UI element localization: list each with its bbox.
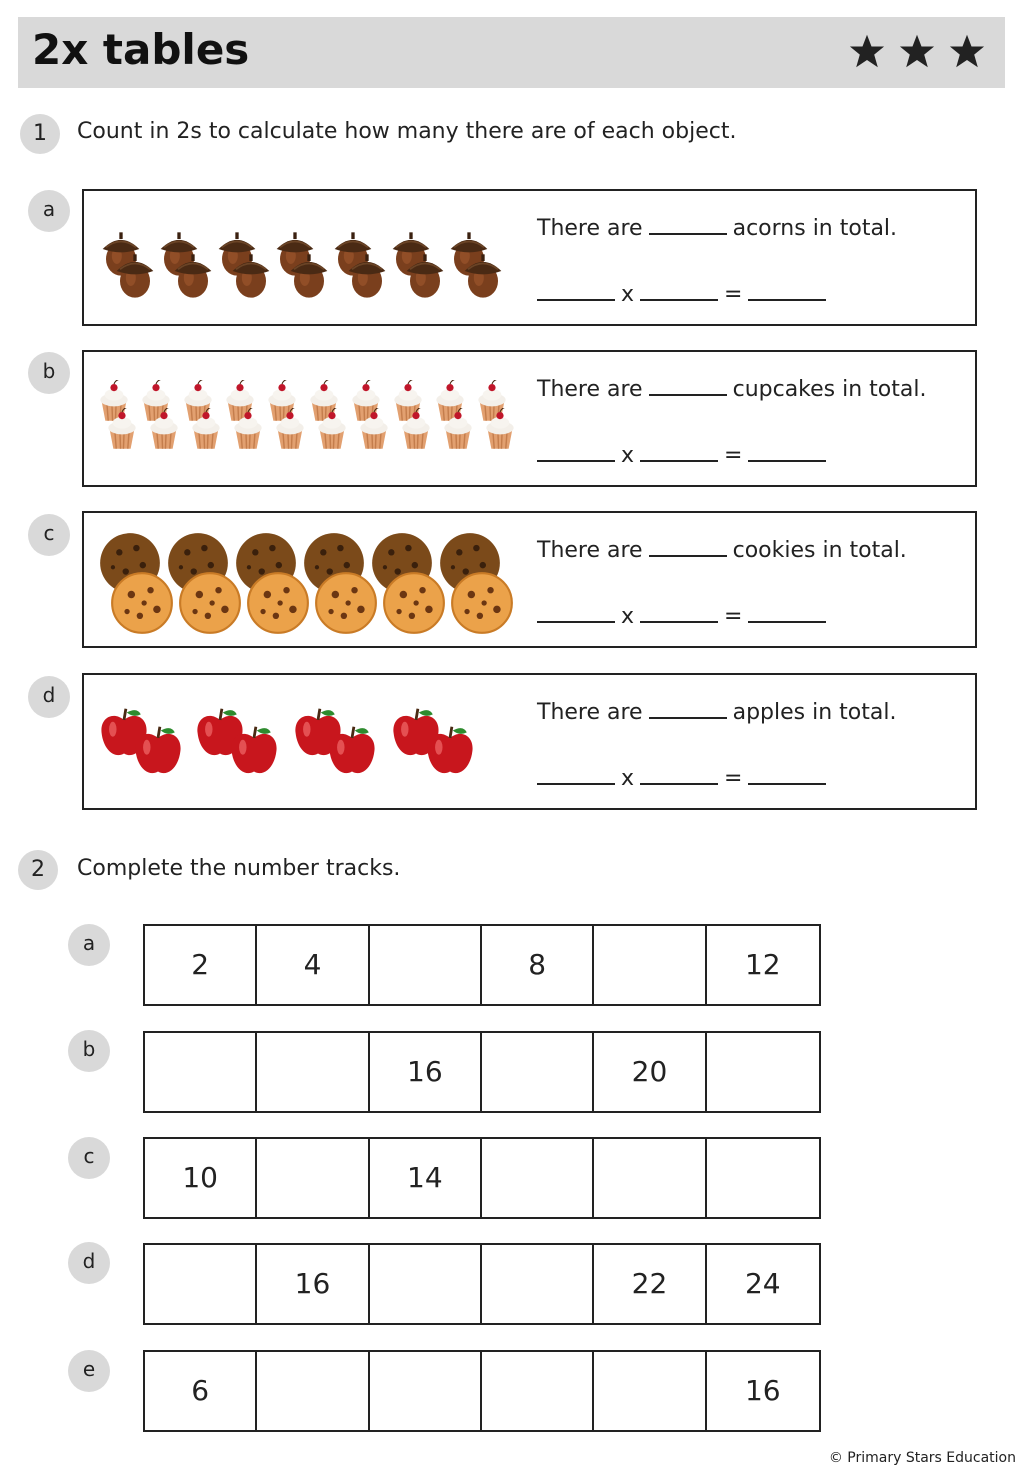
track-cell-empty[interactable]	[370, 1245, 482, 1323]
sentence-suffix: apples in total.	[732, 700, 897, 725]
track-cell: 16	[257, 1245, 369, 1323]
track-cell: 8	[482, 926, 594, 1004]
cookie-group	[96, 531, 526, 631]
number-track	[143, 1137, 821, 1219]
question-number: 1	[20, 114, 60, 154]
page-title: 2x tables	[32, 25, 250, 74]
track-cell-empty[interactable]	[145, 1033, 257, 1111]
track-cell-empty[interactable]	[482, 1033, 594, 1111]
track-cell-empty[interactable]	[257, 1352, 369, 1430]
track-cell-empty[interactable]	[482, 1352, 594, 1430]
track-cell: 22	[594, 1245, 706, 1323]
equals-sign: =	[724, 604, 743, 629]
counting-panel	[82, 350, 977, 487]
part-label: a	[28, 190, 70, 232]
multiplication-sentence	[537, 763, 832, 791]
track-cell: 12	[744, 948, 781, 981]
track-cell-empty[interactable]	[370, 926, 482, 1004]
answer-blank[interactable]	[748, 763, 826, 785]
answer-blank[interactable]	[649, 535, 727, 557]
question-prompt: Complete the number tracks.	[77, 856, 401, 881]
part-label: b	[28, 352, 70, 394]
track-cell: 4	[257, 926, 369, 1004]
answer-blank[interactable]	[537, 279, 615, 301]
part-label: b	[68, 1030, 110, 1072]
part-label: c	[28, 514, 70, 556]
star-icon	[899, 33, 935, 69]
apple-group	[96, 693, 526, 793]
sentence-prefix: There are	[537, 377, 643, 402]
answer-blank[interactable]	[640, 763, 718, 785]
track-cell-empty[interactable]	[257, 1033, 369, 1111]
answer-blank[interactable]	[640, 601, 718, 623]
sentence-suffix: acorns in total.	[732, 216, 898, 241]
track-cell: 14	[370, 1139, 482, 1217]
answer-blank[interactable]	[649, 374, 727, 396]
answer-blank[interactable]	[748, 440, 826, 462]
track-cell: 2	[145, 926, 257, 1004]
part-label: a	[68, 924, 110, 966]
number-track	[143, 1031, 821, 1113]
star-icon	[849, 33, 885, 69]
part-label: d	[28, 676, 70, 718]
track-cell-empty[interactable]	[482, 1245, 594, 1323]
page-header	[18, 17, 1005, 88]
sentence-prefix: There are	[537, 700, 643, 725]
counting-panel	[82, 511, 977, 648]
track-cell-empty[interactable]	[482, 1139, 594, 1217]
times-sign: x	[621, 282, 635, 307]
sentence-suffix: cupcakes in total.	[732, 377, 927, 402]
times-sign: x	[621, 443, 635, 468]
cupcake-group	[96, 370, 526, 470]
track-cell: 16	[370, 1033, 482, 1111]
cupcake-icon	[96, 370, 526, 470]
track-cell: 10	[145, 1139, 257, 1217]
times-sign: x	[621, 604, 635, 629]
question-prompt: Count in 2s to calculate how many there are of each object.	[77, 119, 737, 144]
apple-icon	[96, 693, 526, 793]
total-sentence	[537, 213, 897, 241]
track-cell-empty[interactable]	[145, 1245, 257, 1323]
acorn-icon	[96, 209, 526, 309]
track-cell-empty[interactable]	[594, 1352, 706, 1430]
equals-sign: =	[724, 282, 743, 307]
answer-blank[interactable]	[748, 279, 826, 301]
question-number: 2	[18, 850, 58, 890]
track-cell: 24	[744, 1267, 781, 1300]
star-icon	[949, 33, 985, 69]
total-sentence	[537, 535, 907, 563]
answer-blank[interactable]	[640, 440, 718, 462]
multiplication-sentence	[537, 440, 832, 468]
equals-sign: =	[724, 766, 743, 791]
answer-blank[interactable]	[640, 279, 718, 301]
track-cell-empty[interactable]	[257, 1139, 369, 1217]
answer-blank[interactable]	[537, 440, 615, 462]
sentence-suffix: cookies in total.	[732, 538, 907, 563]
number-track	[143, 1350, 821, 1432]
equals-sign: =	[724, 443, 743, 468]
sentence-prefix: There are	[537, 216, 643, 241]
part-label: c	[68, 1137, 110, 1179]
track-cell: 16	[744, 1374, 781, 1407]
track-cell-empty[interactable]	[594, 1139, 706, 1217]
track-cell: 6	[145, 1352, 257, 1430]
number-track	[143, 924, 821, 1006]
track-cell-empty[interactable]	[370, 1352, 482, 1430]
answer-blank[interactable]	[537, 601, 615, 623]
track-cell: 20	[594, 1033, 706, 1111]
times-sign: x	[621, 766, 635, 791]
sentence-prefix: There are	[537, 538, 643, 563]
counting-panel	[82, 189, 977, 326]
track-cell-empty[interactable]	[707, 1033, 819, 1111]
multiplication-sentence	[537, 601, 832, 629]
answer-blank[interactable]	[748, 601, 826, 623]
cookie-icon	[96, 531, 526, 641]
part-label: d	[68, 1242, 110, 1284]
answer-blank[interactable]	[649, 697, 727, 719]
difficulty-rating	[849, 33, 985, 69]
multiplication-sentence	[537, 279, 832, 307]
track-cell-empty[interactable]	[594, 926, 706, 1004]
answer-blank[interactable]	[537, 763, 615, 785]
total-sentence	[537, 374, 926, 402]
total-sentence	[537, 697, 896, 725]
part-label: e	[68, 1350, 110, 1392]
answer-blank[interactable]	[649, 213, 727, 235]
number-track	[143, 1243, 821, 1325]
copyright-footer: © Primary Stars Education	[828, 1450, 1016, 1466]
acorn-group	[96, 209, 526, 309]
track-cell-empty[interactable]	[707, 1139, 819, 1217]
counting-panel	[82, 673, 977, 810]
